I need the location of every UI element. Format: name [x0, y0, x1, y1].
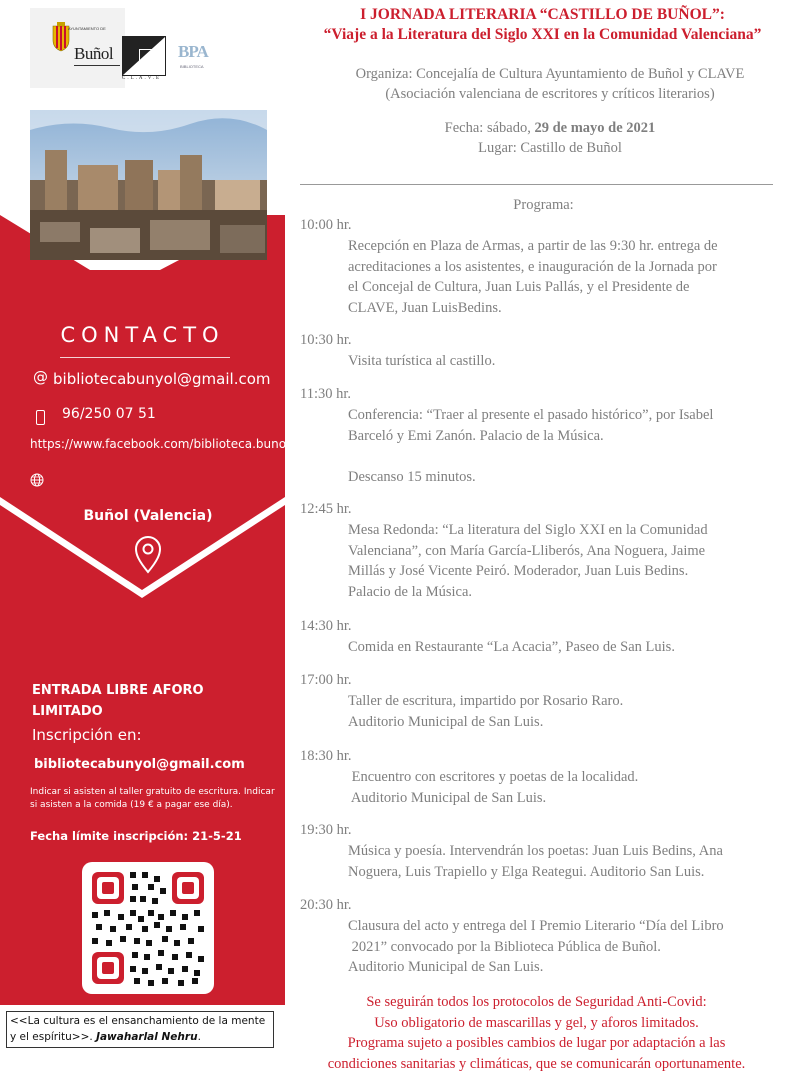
contact-title: CONTACTO: [60, 323, 225, 347]
contact-divider: [60, 357, 230, 358]
programa-title: Programa:: [513, 197, 574, 213]
program-description-line: Barceló y Emi Zanón. Palacio de la Música.: [348, 427, 604, 444]
program-description-line: Recepción en Plaza de Armas, a partir de las 9:30 hr. entrega de: [348, 238, 718, 254]
program-description-line: Música y poesía. Intervendrán los poetas: Juan Luis Bedins, Ana: [348, 843, 723, 859]
program-description-line: Clausura del acto y entrega del I Premio Literario “Día del Libro: [348, 918, 724, 934]
program-description: [348, 637, 773, 658]
program-description-line: Noguera, Luis Trapiello y Elga Reategui. Auditorio San Luis.: [348, 863, 705, 880]
logo-bunol-underline: [74, 65, 120, 66]
program-description-line: Auditorio Municipal de San Luis.: [348, 789, 547, 806]
program-description: [348, 351, 773, 372]
logo-clave: [122, 36, 166, 76]
program-description: [348, 236, 773, 318]
covid-notice: [300, 992, 773, 1074]
program-description: [348, 841, 773, 882]
divider: [300, 184, 773, 185]
globe-icon: [30, 473, 44, 487]
quote-author: Jawaharlal Nehru: [96, 1031, 198, 1043]
contact-facebook-link[interactable]: https://www.facebook.com/biblioteca.bunol: [30, 437, 290, 451]
registration-deadline: Fecha límite inscripción: 21-5-21: [30, 829, 242, 843]
program-description: [348, 691, 773, 732]
logo-ayuntamiento-bunol: [30, 8, 125, 88]
place: Lugar: Castillo de Buñol: [478, 140, 622, 156]
logo-biblioteca-mark: BPA: [178, 42, 208, 61]
quote-box: [6, 1011, 274, 1048]
program-description-line: Palacio de la Música.: [348, 583, 473, 600]
program-time: 14:30 hr.: [300, 618, 352, 634]
contact-phone: 96/250 07 51: [62, 406, 156, 422]
program-description-line: Auditorio Municipal de San Luis.: [348, 713, 544, 730]
at-icon: @: [33, 368, 48, 386]
event-title-line1: I JORNADA LITERARIA “CASTILLO DE BUÑOL”:: [360, 6, 725, 23]
program-time: 12:45 hr.: [300, 501, 352, 517]
program-description: [348, 405, 773, 487]
program-description-line: acreditaciones a los asistentes, e inauguración de la Jornada por: [348, 258, 717, 275]
program-time: 19:30 hr.: [300, 822, 352, 838]
qr-code[interactable]: [82, 862, 214, 994]
date-prefix: Fecha: sábado,: [444, 120, 535, 136]
logos-area: [30, 8, 270, 88]
program-description-line: Visita turística al castillo.: [348, 353, 496, 369]
contact-email[interactable]: bibliotecabunyol@gmail.com: [53, 370, 271, 388]
program-description: [348, 520, 773, 602]
quote-end: .: [197, 1031, 201, 1043]
program-description-line: CLAVE, Juan LuisBedins.: [348, 299, 502, 316]
program-time: 17:00 hr.: [300, 672, 352, 688]
covid-line1: Se seguirán todos los protocolos de Seguridad Anti-Covid:: [366, 994, 707, 1010]
program-time: 20:30 hr.: [300, 897, 352, 913]
program-description-line: Taller de escritura, impartido por Rosario Raro.: [348, 693, 624, 709]
organizer: [285, 64, 800, 104]
program-description-line: Descanso 15 minutos.: [348, 468, 476, 485]
inscripcion-label: Inscripción en:: [32, 726, 142, 744]
program-description-line: Auditorio Municipal de San Luis.: [348, 959, 544, 975]
date-value: 29 de mayo de 2021: [534, 120, 656, 136]
program-time: 10:00 hr.: [300, 217, 352, 233]
program-time: 18:30 hr.: [300, 748, 352, 764]
event-title-line2: “Viaje a la Literatura del Siglo XXI en la Comunidad Valenciana”: [323, 26, 762, 43]
program-description-line: 2021” convocado por la Biblioteca Pública de Buñol.: [348, 938, 661, 955]
organizer-line2: (Asociación valenciana de escritores y críticos literarios): [385, 86, 715, 102]
program-description-line: el Concejal de Cultura, Juan Luis Pallás, y el Presidente de: [348, 279, 690, 295]
covid-line4: condiciones sanitarias y climáticas, que se comunicarán oportunamente.: [327, 1055, 746, 1072]
registration-email[interactable]: bibliotecabunyol@gmail.com: [34, 757, 245, 772]
program-description-line: Valenciana”, con María García-Lliberós, Ana Noguera, Jaime: [348, 542, 706, 559]
logo-clave-text: C.L.A.V.E: [122, 76, 162, 81]
quote-text: <<La cultura es el ensanchamiento de la mente y el espíritu>>.: [10, 1015, 266, 1043]
location-pin-icon: [133, 536, 163, 574]
phone-icon: [36, 410, 45, 425]
logo-biblioteca-text: BIBLIOTECA: [180, 64, 204, 69]
registration-note: Indicar si asisten al taller gratuito de escritura. Indicar si asisten a la comida (19 € a pagar ese día).: [30, 787, 275, 810]
program-time: 10:30 hr.: [300, 332, 352, 348]
program-description-line: Mesa Redonda: “La literatura del Siglo XXI en la Comunidad: [348, 522, 708, 538]
program-description-line: Millás y José Vicente Peiró. Moderador, Juan Luis Bedins.: [348, 563, 689, 579]
program-description-line: Conferencia: “Traer al presente el pasado histórico”, por Isabel: [348, 407, 714, 423]
organizer-line1: Organiza: Concejalía de Cultura Ayuntamiento de Buñol y CLAVE: [355, 66, 745, 82]
logo-bunol-name: Buñol: [74, 44, 114, 63]
logo-biblioteca: [178, 42, 238, 82]
left-column: [0, 0, 290, 1085]
program-description-line: [348, 446, 773, 467]
program-description: [348, 916, 773, 978]
program-time: 11:30 hr.: [300, 386, 352, 402]
logo-bunol-small-text: AYUNTAMIENTO DE: [68, 26, 106, 31]
program-description-line: Encuentro con escritores y poetas de la localidad.: [348, 769, 639, 785]
covid-line2: Uso obligatorio de mascarillas y gel, y aforos limitados.: [374, 1014, 699, 1031]
date-place: [285, 118, 800, 158]
castle-photo: [30, 110, 267, 260]
contact-city: Buñol (Valencia): [83, 508, 213, 524]
program-description: [348, 767, 773, 808]
program-description-line: Comida en Restaurante “La Acacia”, Paseo de San Luis.: [348, 639, 675, 655]
entrada-libre: ENTRADA LIBRE AFORO LIMITADO: [32, 683, 204, 719]
covid-line3: Programa sujeto a posibles cambios de lugar por adaptación a las: [347, 1035, 726, 1051]
